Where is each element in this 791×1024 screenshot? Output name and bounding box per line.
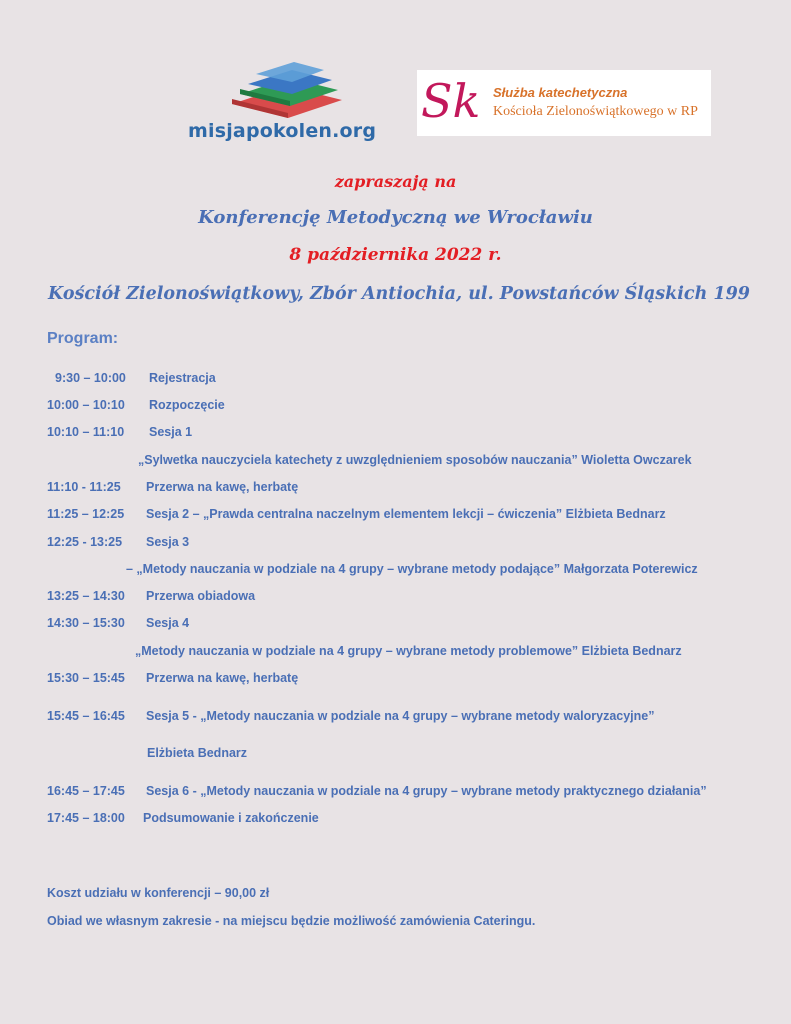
invite-heading: zapraszają na (334, 172, 457, 191)
sk-monogram: Sk (421, 74, 481, 128)
row-time: 14:30 – 15:30 (47, 616, 125, 630)
logo-title: Służba katechetyczna (493, 85, 628, 100)
row-text: Przerwa na kawę, herbatę (146, 480, 299, 494)
row-text: Sesja 2 – „Prawda centralna naczelnym elementem lekcji – ćwiczenia” Elżbieta Bednarz (146, 507, 666, 521)
row-text: Sesja 1 (149, 425, 193, 439)
conference-venue: Kościół Zielonoświątkowy, Zbór Antiochia, ul. Powstańców Śląskich 199 (48, 284, 750, 304)
row-time: 10:00 – 10:10 (47, 398, 125, 412)
row-text: Sesja 5 - „Metody nauczania w podziale na 4 grupy – wybrane metody waloryzacyjne” (146, 709, 655, 723)
row-time: 16:45 – 17:45 (47, 784, 125, 798)
row-text: Rozpoczęcie (149, 398, 225, 412)
row-text: Przerwa na kawę, herbatę (146, 671, 299, 685)
row-text: „Sylwetka nauczyciela katechety z uwzględnieniem sposobów nauczania” Wioletta Owczarek (138, 453, 692, 467)
row-text: Podsumowanie i zakończenie (143, 811, 319, 825)
row-text: Elżbieta Bednarz (147, 746, 248, 760)
stacked-books-icon (224, 60, 364, 120)
conference-title: Konferencję Metodyczną we Wrocławiu (198, 207, 593, 228)
row-time: 11:10 - 11:25 (47, 480, 121, 494)
row-time: 13:25 – 14:30 (47, 589, 125, 603)
program-heading: Program: (47, 330, 119, 347)
row-time: 17:45 – 18:00 (47, 811, 125, 825)
wordmark-part1: misja (188, 120, 246, 142)
row-time: 15:30 – 15:45 (47, 671, 125, 685)
row-time: 12:25 - 13:25 (47, 535, 123, 549)
row-time: 11:25 – 12:25 (47, 507, 125, 521)
row-time: 15:45 – 16:45 (47, 709, 125, 723)
wordmark-part2: pokolen.org (245, 120, 377, 142)
row-time: 10:10 – 11:10 (47, 425, 125, 439)
logo-subtitle: Kościoła Zielonoświątkowego w RP (493, 104, 698, 119)
conference-date: 8 października 2022 r. (289, 245, 502, 265)
misjapokolen-logo (186, 60, 377, 150)
lunch-note: Obiad we własnym zakresie - na miejscu będzie możliwość zamówienia Cateringu. (47, 914, 536, 928)
row-text: Sesja 3 (146, 535, 190, 549)
row-text: – „Metody nauczania w podziale na 4 grupy – wybrane metody podające” Małgorzata Poterewicz (126, 562, 698, 576)
row-text: Sesja 4 (146, 616, 190, 630)
row-text: Sesja 6 - „Metody nauczania w podziale na 4 grupy – wybrane metody praktycznego działania” (146, 784, 707, 798)
row-text: Przerwa obiadowa (146, 589, 256, 603)
misjapokolen-wordmark (188, 120, 376, 142)
cost-note: Koszt udziału w konferencji – 90,00 zł (47, 886, 270, 900)
row-text: „Metody nauczania w podziale na 4 grupy – wybrane metody problemowe” Elżbieta Bednarz (135, 644, 682, 658)
row-time: 9:30 – 10:00 (55, 371, 126, 385)
row-text: Rejestracja (149, 371, 216, 385)
sluzba-katechetyczna-logo (417, 70, 711, 136)
